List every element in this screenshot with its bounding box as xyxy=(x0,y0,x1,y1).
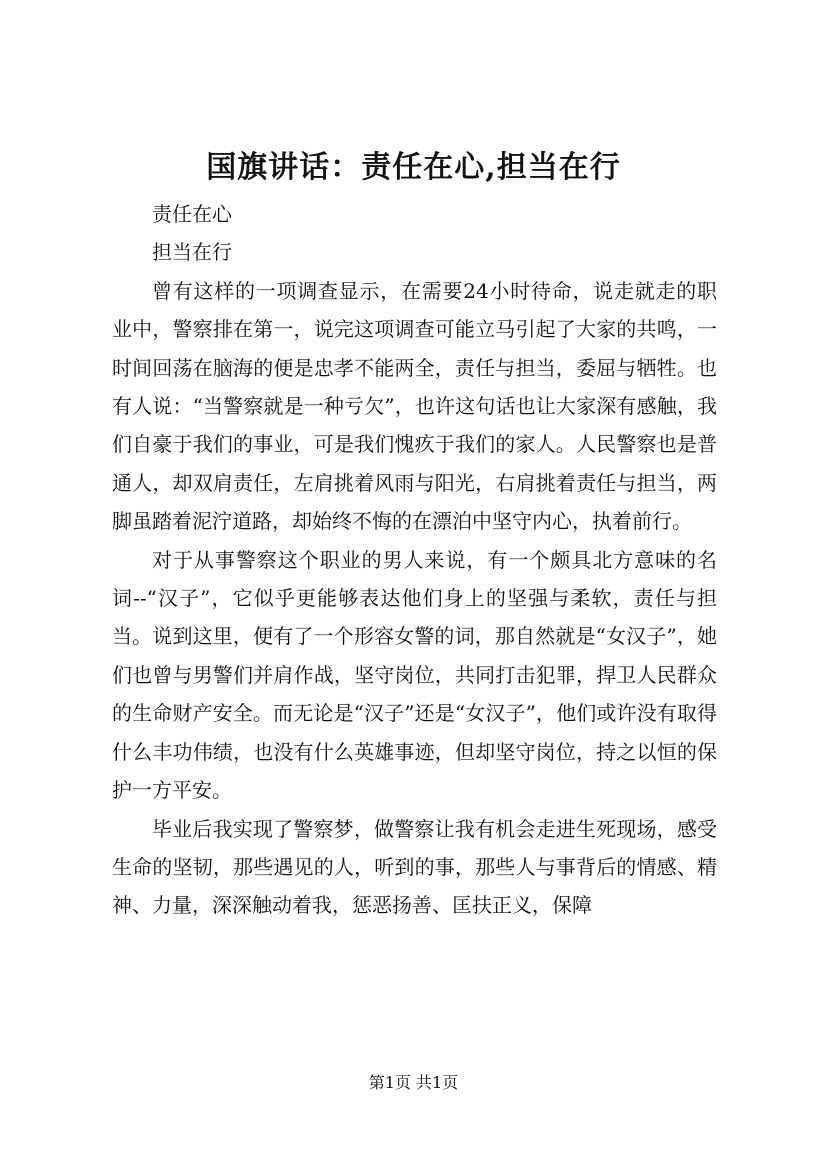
paragraph-3: 毕业后我实现了警察梦，做警察让我有机会走进生死现场，感受生命的坚韧，那些遇见的人，听到的事，那些人与事背后的情感、精神、力量，深深触动着我，惩恶扬善、匡扶正义，保障 xyxy=(112,816,717,918)
paragraph-subtitle-1: 责任在心 xyxy=(152,202,232,226)
paragraph-1: 曾有这样的一项调查显示，在需要24小时待命，说走就走的职业中，警察排在第一，说完这项调查可能立马引起了大家的共鸣，一时间回荡在脑海的便是忠孝不能两全，责任与担当，委屈与牺牲。也有人说：“当警察就是一种亏欠”，也许这句话也让大家深有感触，我们自豪于我们的事业，可是我们愧疚于我们的家人。人民警察也是普通人，却双肩责任，左肩挑着风雨与阳光，右肩挑着责任与担当，两脚虽踏着泥泞道路，却始终不悔的在漂泊中坚守内心，执着前行。 xyxy=(112,278,717,534)
document-title: 国旗讲话：责任在心,担当在行 xyxy=(206,150,621,185)
paragraph-subtitle-2: 担当在行 xyxy=(152,240,232,265)
page-footer: 第1页 共1页 xyxy=(368,1073,459,1092)
paragraph-2: 对于从事警察这个职业的男人来说，有一个颇具北方意味的名词--“汉子”，它似乎更能够表达他们身上的坚强与柔软，责任与担当。说到这里，便有了一个形容女警的词，那自然就是“女汉子”，她们也曾与男警们并肩作战，坚守岗位，共同打击犯罪，捍卫人民群众的生命财产安全。而无论是“汉子”还是“女汉子”，他们或许没有取得什么丰功伟绩，也没有什么英雄事迹，但却坚守岗位，持之以恒的保护一方平安。 xyxy=(112,547,717,803)
document-body xyxy=(112,195,717,925)
